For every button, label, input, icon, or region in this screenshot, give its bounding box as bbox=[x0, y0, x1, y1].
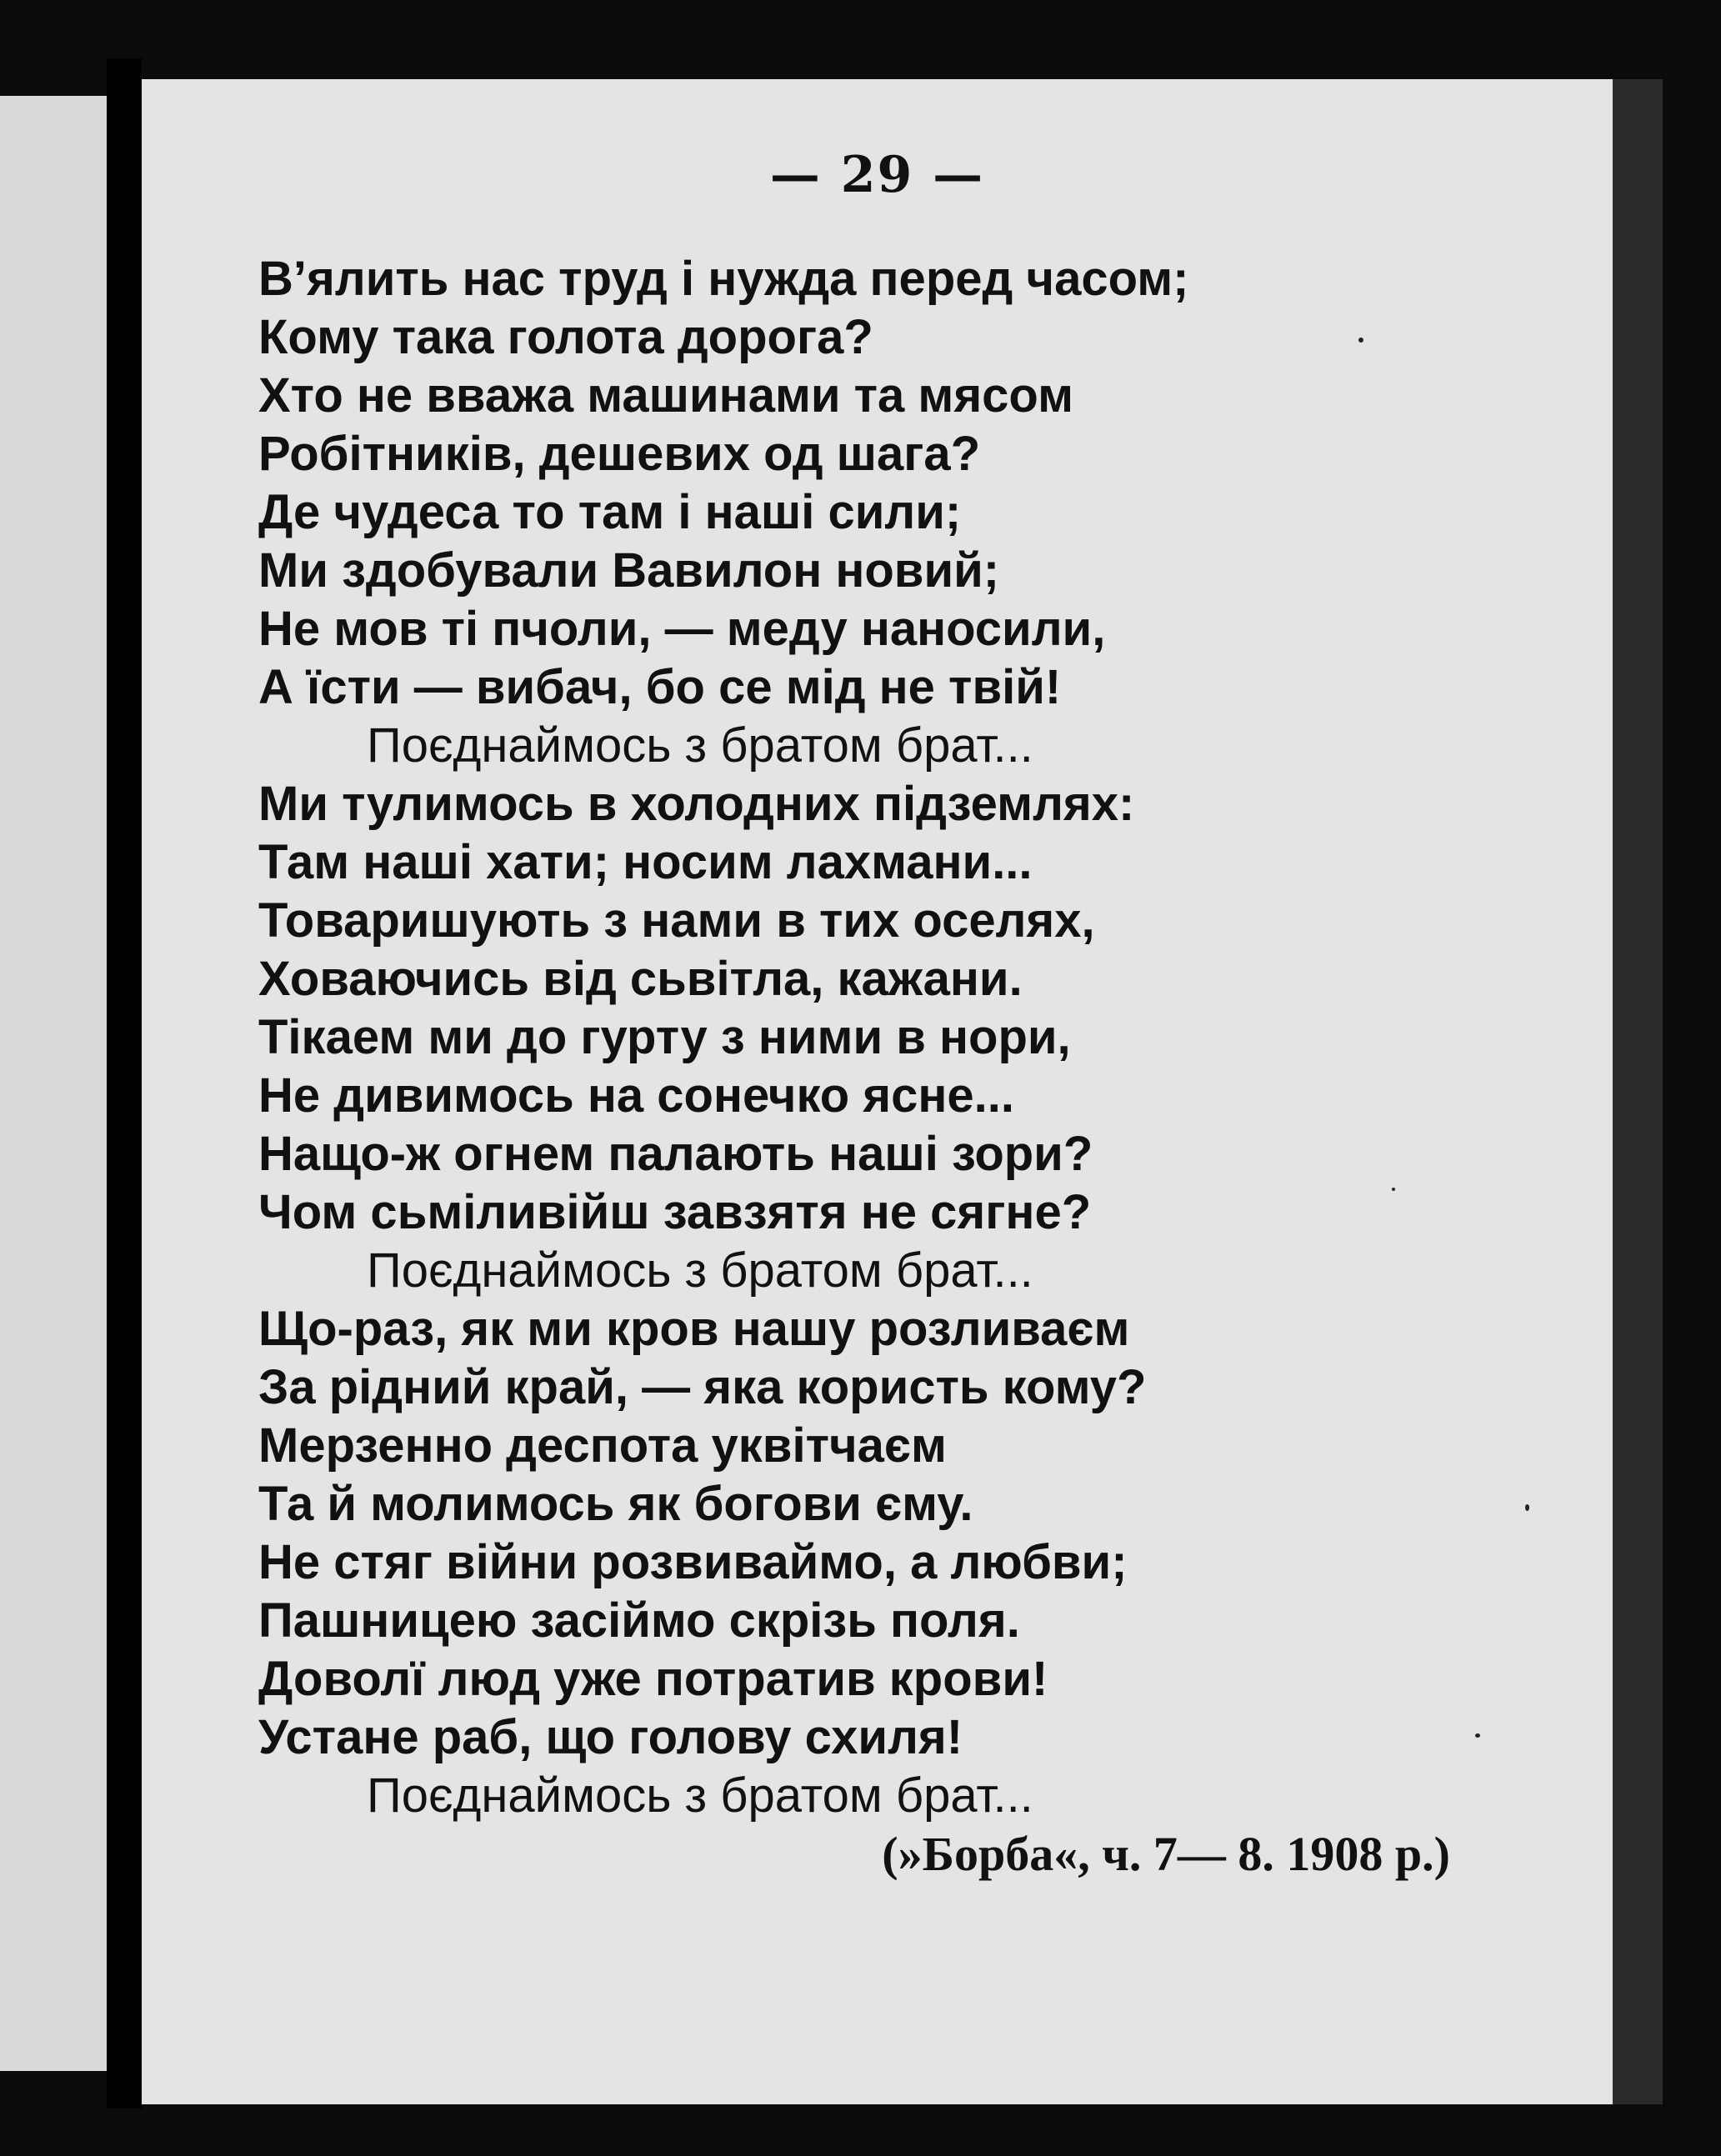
scan-speck bbox=[1392, 1188, 1395, 1191]
poem-refrain: Поєднаймось з братом брат... bbox=[367, 1243, 1033, 1298]
poem-line: Там наші хати; носим лахмани... bbox=[258, 835, 1033, 889]
poem-line: Пашницею засіймо скрізь поля. bbox=[258, 1593, 1020, 1648]
poem-line: А їсти — вибач, бо се мід не твій! bbox=[258, 660, 1062, 714]
poem-line: За рідний край, — яка користь кому? bbox=[258, 1360, 1147, 1414]
left-page-edge bbox=[0, 96, 107, 2071]
poem-line: Де чудеса то там і наші сили; bbox=[258, 485, 962, 539]
poem-line: Нащо-ж огнем палають наші зори? bbox=[258, 1127, 1093, 1181]
poem-source: (»Борба«, ч. 7— 8. 1908 р.) bbox=[882, 1827, 1450, 1881]
poem-line: Робітників, дешевих од шага? bbox=[258, 427, 981, 481]
poem-refrain: Поєднаймось з братом брат... bbox=[367, 1768, 1033, 1823]
poem-line: Що-раз, як ми кров нашу розливаєм bbox=[258, 1302, 1130, 1356]
poem-line: Ховаючись від сьвітла, кажани. bbox=[258, 952, 1023, 1006]
book-spine bbox=[107, 58, 142, 2108]
page bbox=[142, 79, 1613, 2104]
poem-line: Кому така голота дорога? bbox=[258, 310, 873, 364]
poem-line: Чом сьміливійш завзятя не сягне? bbox=[258, 1185, 1092, 1239]
poem-line: Ми здобували Вавилон новий; bbox=[258, 543, 1000, 598]
right-page-edge bbox=[1613, 79, 1663, 2104]
poem-line: Доволї люд уже потратив крови! bbox=[258, 1652, 1048, 1706]
scan-speck bbox=[1358, 338, 1363, 343]
scan-speck bbox=[1475, 1733, 1480, 1738]
poem-line: Хто не вважа машинами та мясом bbox=[258, 368, 1073, 423]
poem-line: Товаришують з нами в тих оселях, bbox=[258, 893, 1095, 948]
poem-line: Не мов ті пчоли, — меду наносили, bbox=[258, 602, 1106, 656]
page-number: — 29 — bbox=[769, 146, 985, 204]
poem-line: В’ялить нас труд і нужда перед часом; bbox=[258, 252, 1189, 306]
poem-line: Устане раб, що голову схиля! bbox=[258, 1710, 963, 1764]
scan-speck bbox=[1525, 1504, 1529, 1511]
poem-line: Мерзенно деспота уквітчаєм bbox=[258, 1418, 947, 1473]
poem-text bbox=[258, 250, 1450, 1883]
poem-refrain: Поєднаймось з братом брат... bbox=[367, 718, 1033, 773]
poem-line: Тікаем ми до гурту з ними в нори, bbox=[258, 1010, 1071, 1064]
poem-line: Ми тулимось в холодних підземлях: bbox=[258, 777, 1135, 831]
poem-line: Не стяг війни розвиваймо, а любви; bbox=[258, 1535, 1128, 1589]
poem-line: Та й молимось як богови єму. bbox=[258, 1477, 973, 1531]
poem-line: Не дивимось на сонечко ясне... bbox=[258, 1068, 1015, 1123]
